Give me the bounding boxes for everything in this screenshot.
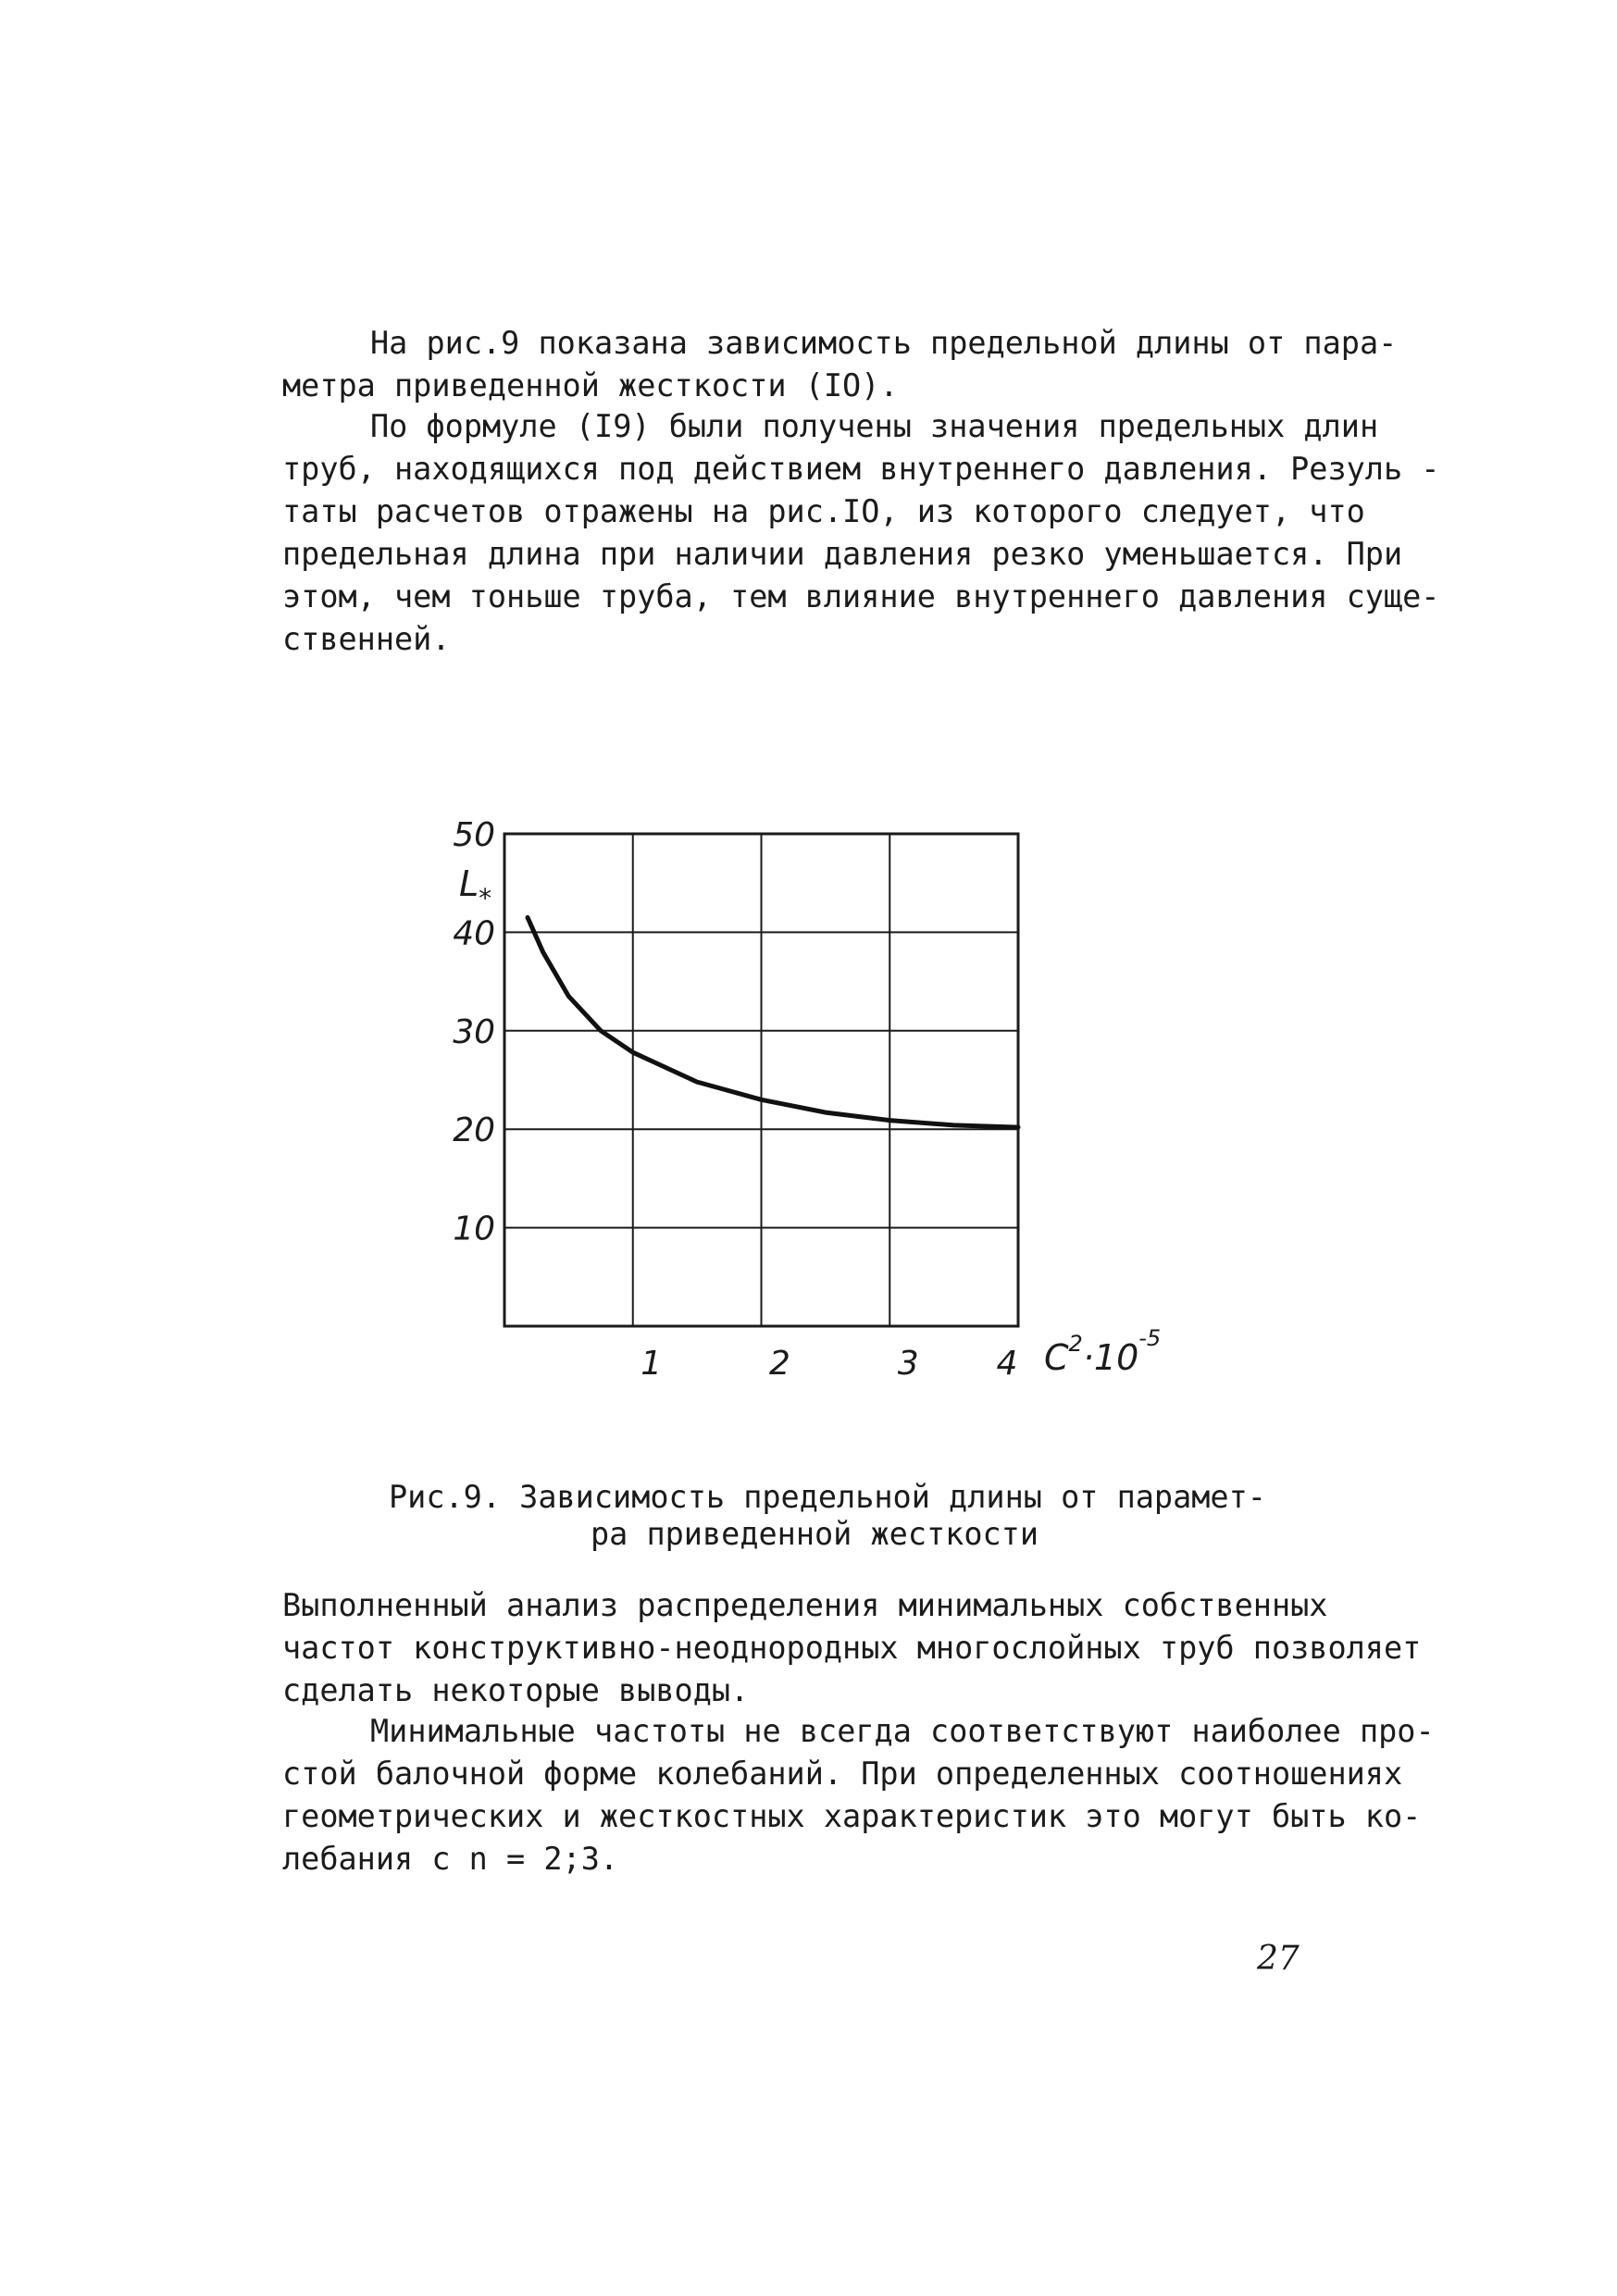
text-line: По формуле (I9) были получены значения предельных длин: [370, 408, 1379, 444]
y-tick-label: 50: [453, 816, 495, 854]
text-line: ственней.: [282, 621, 451, 657]
text-line: частот конструктивно-неоднородных многослойных труб позволяет: [282, 1630, 1422, 1666]
text-line: Минимальные частоты не всегда соответствуют наиболее про-: [370, 1713, 1435, 1749]
caption-line: Рис.9. Зависимость предельной длины от парамет-: [389, 1479, 1266, 1515]
text-line: лебания с n = 2;3.: [282, 1841, 619, 1877]
text-line: На рис.9 показана зависимость предельной длины от пара-: [370, 325, 1398, 361]
y-tick-label: 20: [453, 1111, 495, 1150]
chart-axis-labels: [459, 863, 1161, 1378]
caption-line: ра приведенной жесткости: [590, 1516, 1039, 1552]
figure-caption: [389, 1479, 1266, 1553]
x-tick-label: 3: [897, 1345, 919, 1383]
series-line: [528, 917, 1018, 1127]
x-axis-label: $C^2\cdot 10^{-5}$: [1044, 1325, 1162, 1378]
text-line: стой балочной форме колебаний. При определенных соотношениях: [282, 1756, 1403, 1792]
text-line: труб, находящихся под действием внутреннего давления. Резуль -: [282, 451, 1440, 487]
x-tick-label: 1: [641, 1345, 663, 1383]
y-tick-label: 10: [453, 1210, 495, 1248]
y-tick-label: 30: [453, 1012, 495, 1051]
x-tick-label: 2: [769, 1345, 790, 1383]
chart-series: [528, 917, 1018, 1127]
x-tick-label: 4: [996, 1345, 1018, 1383]
y-axis-label: $L_*$: [459, 863, 492, 913]
text-line: сделать некоторые выводы.: [282, 1672, 750, 1708]
text-line: таты расчетов отражены на рис.IО, из которого следует, что: [282, 493, 1365, 529]
paragraph-fig9-intro: [282, 322, 1398, 407]
chart-grid: [504, 834, 1018, 1326]
paragraph-analysis: [282, 1584, 1422, 1712]
text-line: Выполненный анализ распределения минимальных собственных: [282, 1587, 1328, 1623]
text-line: предельная длина при наличии давления резко уменьшается. При: [282, 536, 1403, 572]
paragraph-internal-pressure: [282, 405, 1440, 661]
paragraph-minimal-frequencies: [282, 1710, 1435, 1880]
text-line: геометрических и жесткостных характеристик это могут быть ко-: [282, 1798, 1422, 1834]
chart-tick-labels: [453, 816, 1017, 1383]
text-line: этом, чем тоньше труба, тем влияние внутреннего давления суще-: [282, 578, 1440, 614]
limit-length-chart: [435, 803, 1162, 1396]
y-tick-label: 40: [453, 914, 495, 953]
page-number: 27: [1257, 1940, 1300, 1978]
text-line: метра приведенной жесткости (IО).: [282, 367, 899, 403]
